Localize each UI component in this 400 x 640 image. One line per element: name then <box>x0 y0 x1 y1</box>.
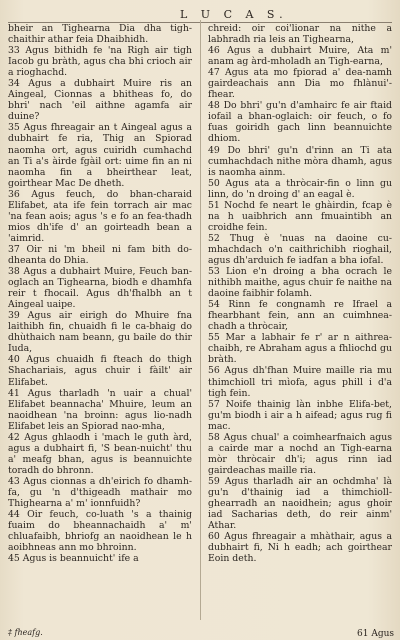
verse <box>8 476 192 509</box>
verse-number: 42 <box>8 431 20 443</box>
verse-number: 51 <box>208 199 220 211</box>
verse-number: 38 <box>8 266 20 278</box>
verse <box>208 299 392 332</box>
verse <box>208 45 392 67</box>
verse-number: 60 <box>208 531 220 543</box>
verse-number: 45 <box>8 553 20 565</box>
left-column <box>8 23 192 564</box>
verse-text: Lion e'n droing a bha ocrach le nithibh maithe, agus chuir fe naithe na daoine faibhir folamh. <box>208 266 392 300</box>
verse <box>8 266 192 310</box>
verse-number: 59 <box>208 475 220 487</box>
verse-number: 39 <box>8 310 20 322</box>
right-continuation-text: chreid: oir coi'lionar na nithe a labhradh ria leis an Tighearna, <box>208 23 392 46</box>
verse-number: 37 <box>8 243 20 255</box>
verse-number: 34 <box>8 78 20 90</box>
verse-number: 50 <box>208 177 220 189</box>
left-continuation-text: bheir an Tighearna Dia dha tigh-chaithir athar feia Dhaibhidh. <box>8 23 192 46</box>
verse-text: Oir ni 'm bheil ni fam bith do-dheanta do Dhia. <box>8 243 192 266</box>
verse-text: Agus cionnas a dh'eirich fo dhamh-fa, gu 'n d'thigeadh mathair mo Thighearna a' m' ionnfuidh? <box>8 475 192 510</box>
verse-number: 55 <box>208 332 220 344</box>
verse-text: Do bhri' gu'n d'rinn an Ti ata cumhachdach nithe mòra dhamh, agus is naomha ainm. <box>208 144 392 178</box>
verse <box>8 432 192 476</box>
verse <box>8 388 192 432</box>
verse-number: 46 <box>208 45 220 57</box>
verse <box>8 553 192 564</box>
verse-text: Agus a dubhairt Muire ris an Aingeal, Cionnas a bhitheas fo, do bhri' nach 'eil aithne agamfa air duine? <box>8 78 192 123</box>
verse-number: 43 <box>8 475 20 487</box>
verse-number: 41 <box>8 387 20 399</box>
verse-text: Agus a dubhairt Muire, Feuch ban-oglach an Tighearna, biodh e dhamhfa reir t fhocail. Agus dh'fhalbh an t Aingeal uaipe. <box>8 266 192 311</box>
verse <box>8 354 192 387</box>
verse-number: 49 <box>208 144 220 156</box>
column-divider <box>200 20 201 620</box>
verse-text: Agus ata mo fpiorad a' dea-namh gairdeachais ann Dia mo fhlànui'-fhear. <box>208 67 392 101</box>
verse-text: Agus dh'fhan Muire maille ria mu thimchioll tri mìofa, agus phill i d'a tigh fein. <box>208 365 392 399</box>
verse-number: 36 <box>8 188 20 200</box>
verse-number: 56 <box>208 365 220 377</box>
verse-text: Do bhri' gu'n d'amhairc fe air ftaid iofail a bhan-oglaich: oir feuch, o fo fuas goiridh gach linn beannuichte dhiom. <box>208 100 392 145</box>
verse <box>8 310 192 354</box>
verse <box>208 332 392 365</box>
verse-text: Agus bithidh fe 'na Righ air tigh Iacob gu bràth, agus cha bhi crioch air a rioghachd. <box>8 45 192 79</box>
verse <box>208 476 392 531</box>
verse <box>8 122 192 188</box>
verse-number: 52 <box>208 232 220 244</box>
verse-text: Agus air eirigh do Mhuire fna laithibh fin, chuaidh fi le ca-bhaig do dhùthaich nam beann, gu baile do thir Iuda, <box>8 310 192 355</box>
verse <box>208 67 392 100</box>
verse <box>208 531 392 564</box>
verse-number: 54 <box>208 299 220 311</box>
verse-text: Agus ata a thròcair-fin o linn gu linn, do 'n droing d' an eagal è. <box>208 177 392 200</box>
verse-text: Nochd fe neart le ghàirdin, fcap è na h uaibhrich ann fmuaintibh an croidhe fein. <box>208 199 392 233</box>
verse <box>208 399 392 432</box>
verse-text: Noife thainig làn inbhe Elifa-bet, gu'm biodh i air a h aifead; agus rug fi mac. <box>208 398 392 432</box>
verse <box>208 365 392 398</box>
verse-text: Agus chuaidh fi fteach do thigh Shachariais, agus chuir i fàilt' air Elifabet. <box>8 354 192 388</box>
page-title: L U C A S. <box>180 8 288 21</box>
right-column <box>208 23 392 564</box>
verse <box>208 100 392 144</box>
verse <box>8 45 192 78</box>
verse-text: Thug è 'nuas na daoine cu-mhachdach o'n caithrichibh rioghail, agus dh'arduich fe iadfan a bha iofal. <box>208 232 392 266</box>
footnote: ‡ fheafg. <box>8 628 43 637</box>
verse-text: Agus fhreagair a mhàthair, agus a dubhairt fi, Ni h eadh; ach goirthear Eoin deth. <box>208 531 392 565</box>
verse-text: Agus chual' a coimhearfnaich agus a cairde mar a nochd an Tigh-earna mòr thròcair dh'i; agus rinn iad gairdeachas maille ria. <box>208 431 392 476</box>
verse-number: 47 <box>208 67 220 79</box>
verse-text: Agus feuch, do bhan-charaid Elifabet, ata ife fein torrach air mac 'na fean aois; agus 's e fo an fea-thadh mios dh'ife d' an goirteadh bean a 'aimrid. <box>8 188 192 244</box>
verse <box>208 145 392 178</box>
catchword: 61 Agus <box>357 629 394 639</box>
verse <box>8 78 192 122</box>
verse-number: 53 <box>208 266 220 278</box>
verse <box>8 244 192 266</box>
verse-number: 48 <box>208 100 220 112</box>
verse <box>8 189 192 244</box>
verse <box>208 266 392 299</box>
verse <box>208 178 392 200</box>
verse <box>208 432 392 476</box>
verse-text: Oir feuch, co-luath 's a thainig fuaim do bheannachaidh a' m' chluafaibh, bhriofg an naoidhean le h aoibhneas ann mo bhroinn. <box>8 509 192 554</box>
verse-number: 44 <box>8 509 20 521</box>
verse-text: Agus is beannuicht' ife a <box>19 553 139 565</box>
verse-text: Agus ghlaodh i 'mach le guth àrd, agus a dubhairt fi, 'S bean-nuicht' thu a' meafg bhan, agus is beannuichte toradh do bhronn. <box>8 431 192 476</box>
verse-number: 35 <box>8 122 20 134</box>
verse-number: 33 <box>8 45 20 57</box>
verse <box>208 200 392 233</box>
verse-text: Mar a labhair fe r' ar n aithrea-chaibh, re Abraham agus a fhliochd gu bràth. <box>208 332 392 366</box>
verse-number: 40 <box>8 354 20 366</box>
verse-text: Rinn fe congnamh re Ifrael a fhearbhant fein, ann an cuimhnea-chadh a thròcair, <box>208 299 392 333</box>
verse-number: 58 <box>208 431 220 443</box>
verse-text: Agus a dubhairt Muire, Ata m' anam ag àrd-mholadh an Tigh-earna, <box>208 45 392 68</box>
verse-text: Agus fhreagair an t Aingeal agus a dubhairt fe ria, Thig an Spiorad naomha ort, agus cuiridh cumhachd an Ti a's àirde fgàil ort: uime fin an ni naomha fin a bheirthear leat, goirthear Mac De dheth. <box>8 122 192 189</box>
verse <box>8 509 192 553</box>
verse-number: 57 <box>208 398 220 410</box>
verse-text: Agus tharladh 'n uair a chual' Elifabet beannacha' Mhuire, leum an naoidhean 'na broinn: agus lio-nadh Elifabet leis an Spiorad nao-mha, <box>8 387 192 432</box>
verse-text: Agus tharladh air an ochdmha' là gu'n d'thainig iad a thimchioll-ghearradh an naoidhein; agus ghoir iad Sacharias deth, do reir ainm' Athar. <box>208 475 392 532</box>
verse <box>208 233 392 266</box>
